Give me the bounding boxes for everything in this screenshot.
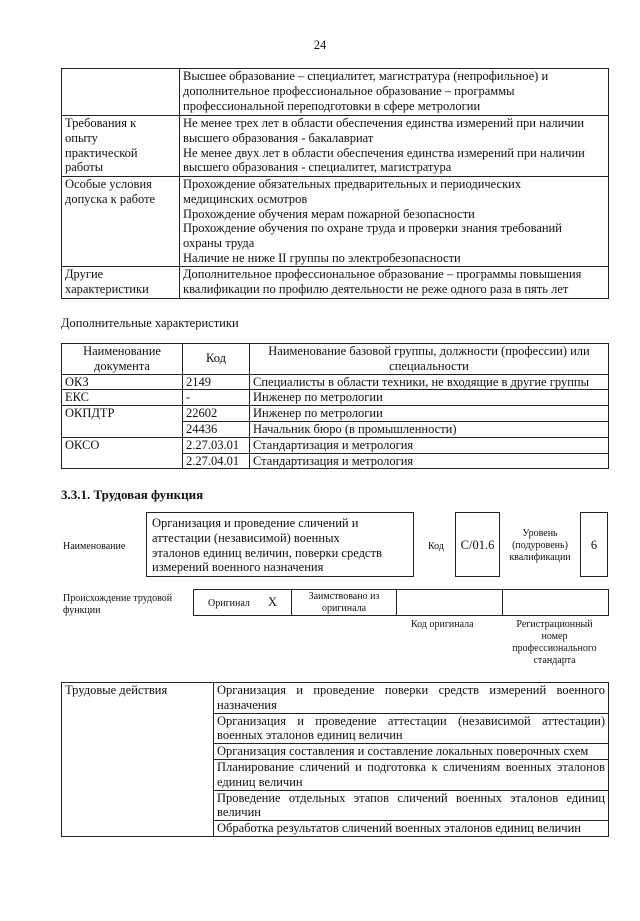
text-line: Высшее образование – специалитет, магистратура (непрофильное) и — [183, 69, 549, 83]
cell-doc — [62, 421, 183, 437]
row-label: Особые условия допуска к работе — [62, 177, 180, 267]
cell-name: Стандартизация и метрология — [250, 453, 609, 469]
additional-heading: Дополнительные характеристики — [61, 316, 239, 330]
table-row — [62, 683, 609, 714]
actions-label: Трудовые действия — [62, 683, 214, 837]
table-row — [62, 69, 609, 116]
text-line: эталонов единиц величин, поверки средств — [152, 545, 382, 560]
action-item — [214, 821, 609, 837]
text-line: Прохождение обучения мерам пожарной безопасности — [183, 206, 475, 221]
header-doc-name: Наименование документа — [62, 344, 183, 375]
origin-row — [193, 589, 609, 616]
text-line: Организация и проведение поверки средств измерений военного — [217, 683, 605, 697]
origin-label — [63, 593, 193, 617]
text-line: оригинала — [321, 603, 367, 614]
cell-code: 2149 — [183, 374, 250, 390]
original-mark: X — [268, 595, 278, 609]
text-line: Не менее трех лет в области обеспечения единства измерений при наличии — [183, 116, 585, 130]
reg-number-label — [500, 619, 609, 667]
cell-name: Стандартизация и метрология — [250, 437, 609, 453]
action-item — [214, 744, 609, 760]
cell-code: 2.27.04.01 — [183, 453, 250, 469]
original-label: Оригинал — [208, 598, 250, 609]
level-value: 6 — [590, 538, 598, 552]
row-value — [180, 69, 609, 116]
text-line: дополнительное профессиональное образование – программы — [183, 83, 515, 98]
code-value: C/01.6 — [460, 538, 495, 552]
table-row — [62, 453, 609, 469]
text-line: Организация составления и составление локальных поверочных схем — [217, 744, 589, 759]
header-group-name: Наименование базовой группы, должности (профессии) или специальности — [250, 344, 609, 375]
text-line: измерений военного назначения — [152, 560, 324, 575]
table-row — [62, 406, 609, 422]
action-item — [214, 790, 609, 821]
text-line: аттестации (независимой) военных — [152, 530, 340, 545]
divider — [396, 590, 397, 615]
text-line: профессиональной переподготовки в сфере метрологии — [183, 98, 481, 113]
action-item — [214, 759, 609, 790]
level-value-box — [580, 512, 608, 577]
text-line: Организация и проведение аттестации (независимой аттестации) — [217, 713, 605, 728]
row-value — [180, 116, 609, 177]
text-line: функции — [63, 605, 101, 616]
text-line: профессионального — [512, 643, 597, 654]
name-label: Наименование — [63, 541, 126, 552]
text-line: Проведение отдельных этапов сличений военных эталонов единиц — [217, 790, 605, 805]
text-line: Заимствовано из — [308, 591, 380, 602]
table-row — [62, 116, 609, 177]
text-line: медицинских осмотров — [183, 191, 308, 206]
text-line: (подуровень) — [512, 540, 568, 551]
row-value — [180, 267, 609, 299]
cell-code: 2.27.03.01 — [183, 437, 250, 453]
cell-name: Инженер по метрологии — [250, 390, 609, 406]
level-label — [503, 528, 577, 564]
row-label — [62, 69, 180, 116]
action-item — [214, 713, 609, 744]
cell-doc: ОКПДТР — [62, 406, 183, 422]
cell-doc: ОКЗ — [62, 374, 183, 390]
cell-doc: ЕКС — [62, 390, 183, 406]
table-header-row — [62, 344, 609, 375]
text-line: Не менее двух лет в области обеспечения единства измерений при наличии — [183, 145, 585, 160]
text-line: Наличие не ниже II группы по электробезопасности — [183, 250, 461, 265]
actions-table — [61, 682, 609, 837]
text-line: Организация и проведение сличений и — [152, 516, 359, 530]
table-row — [62, 437, 609, 453]
table-row — [62, 177, 609, 267]
table-row — [62, 421, 609, 437]
additional-table — [61, 343, 609, 469]
cell-name: Начальник бюро (в промышленности) — [250, 421, 609, 437]
cell-doc — [62, 453, 183, 469]
text-line: стандарта — [533, 655, 576, 666]
text-line: охраны труда — [183, 236, 255, 251]
function-name-box — [146, 512, 414, 577]
cell-code: - — [183, 390, 250, 406]
action-item — [214, 683, 609, 714]
text-line: Прохождение обучения по охране труда и проверки знания требований — [183, 221, 562, 236]
code-value-box — [455, 512, 500, 577]
text-line: номер — [541, 631, 568, 642]
code-original-label: Код оригинала — [411, 619, 474, 630]
table-row — [62, 267, 609, 299]
table-row — [62, 374, 609, 390]
page-number: 24 — [313, 38, 327, 52]
text-line: Прохождение обязательных предварительных и периодических — [183, 177, 522, 191]
text-line: Дополнительное профессиональное образование – программы повышения — [183, 267, 582, 281]
text-line: Уровень — [522, 528, 558, 539]
text-line: военных эталонов единиц величин — [217, 728, 403, 743]
cell-name: Инженер по метрологии — [250, 406, 609, 422]
code-label: Код — [428, 541, 444, 552]
cell-code: 22602 — [183, 406, 250, 422]
row-label: Другие характеристики — [62, 267, 180, 299]
section-title: 3.3.1. Трудовая функция — [61, 487, 204, 502]
text-line: Обработка результатов сличений военных эталонов единиц величин — [217, 821, 581, 836]
header-code: Код — [183, 344, 250, 375]
row-label: Требования к опыту практической работы — [62, 116, 180, 177]
text-line: высшего образования - специалитет, магистратура — [183, 160, 452, 175]
text-line: назначения — [217, 697, 277, 712]
text-line: единиц величин — [217, 774, 303, 789]
text-line: Происхождение трудовой — [63, 593, 173, 604]
text-line: Планирование сличений и подготовка к сличениям военных эталонов — [217, 759, 605, 774]
cell-code: 24436 — [183, 421, 250, 437]
row-value — [180, 177, 609, 267]
text-line: Регистрационный — [516, 619, 593, 630]
divider — [502, 590, 503, 615]
requirements-table — [61, 68, 609, 299]
cell-doc: ОКСО — [62, 437, 183, 453]
table-row — [62, 390, 609, 406]
text-line: высшего образования - бакалавриат — [183, 130, 374, 145]
text-line: квалификации — [509, 552, 571, 563]
text-line: квалификации по профилю деятельности не реже одного раза в пять лет — [183, 281, 569, 296]
cell-name: Специалисты в области техники, не входящие в другие группы — [250, 374, 609, 390]
text-line: величин — [217, 805, 261, 820]
borrowed-label — [292, 591, 396, 615]
